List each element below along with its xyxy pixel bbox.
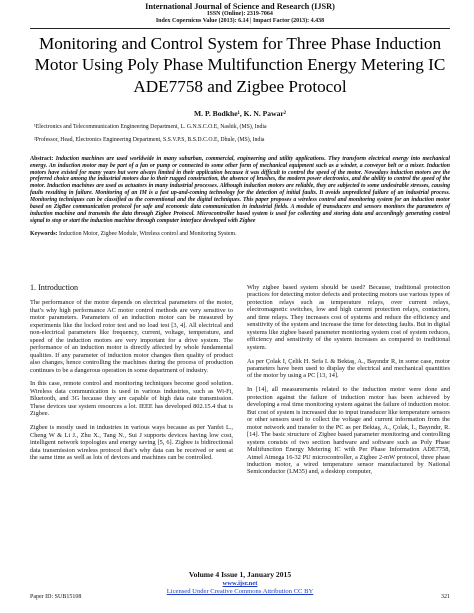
left-column [30, 284, 233, 468]
paragraph: In [14], all measurements related to the induction motor were done and protection against the failure of induction motor has been achieved by developing a real time monitoring system against the failure of induction motor. But cost of system is increased due to input transducer like temperature sensors or other sensors used to collect the voltage and current information from the motor network and transfer to the PC as per Bektaş, A., Çolak, İ., Bayındır, R. [14]. The basic structure of Zigbee based parameter monitoring and controlling system consists of two section hardware and software such as Poly Phase Multifunction Energy Metering IC with Per Phase Information ADE7758, Atmel Atmega 16-32 PU microcontroller, a Zigbee 2-mW protocol, three phase induction motor, a wired temperature sensor manufactured by National Semiconductor (LM35) and, a desktop computer, [247, 386, 450, 476]
page-footer [30, 570, 450, 600]
paper-id: Paper ID: SUB15108 [30, 594, 82, 600]
license-link[interactable]: Licensed Under Creative Commons Attribution CC BY [166, 588, 314, 595]
volume-issue: Volume 4 Issue 1, January 2015 [188, 570, 292, 579]
affiliation-2: ²Professor, Head, Electronics Engineering Department, S.S.V.P.S, B.S.D.C.O.E, Dhule, (MS), India [34, 136, 265, 143]
journal-header [30, 0, 450, 29]
keywords-label: Keywords: [30, 230, 58, 237]
header-divider [30, 28, 450, 29]
paper-page [30, 0, 450, 613]
section-heading-introduction: 1. Introduction [30, 283, 79, 292]
paragraph: The performance of the motor depends on electrical parameters of the motor, that’s why high performance AC motor control methods are very sensitive to motor parameters. Parameters of an induction motor can be measured by experiments like the locked rotor test and no load test [3, 4]. All electrical and non-electrical parameters like frequency, current, voltage, temperature, and speed of the induction motors are very important for a drive system. The performance of an induction motor is directly affected by whole fundamental qualities. If any parameter of induction motor changes then quality of product also changes, hence controlling the machines during the process of production continues to be a dangerous operation in some department of industry. [30, 299, 233, 374]
abstract-text: Induction machines are used worldwide in many suburban, commercial, engineering and utility applications. They transform electrical energy into mechanical energy. An induction motor may be part of a fan or pump or connected to some other form of mechanical equipment such as a winder, a conveyor belt or a mixer. Induction motors have existed for many years but were always limited in their application because it was difficult to control the speed of the motor. Nowadays induction motors are the preferred choice among the industrial motors due to their rugged construction, the absence of brushes, the modern power electronics, and the ability to control the speed of the motor. Induction machines are used as actuators in many industrial processes. Although induction motors are reliable, they are subjected to some undesirable stresses, causing faults resulting in failure. Monitoring of an IM is a fast up-and-coming technology for the detection of initial faults. It avoids unpredicted failure of an industrial process. Monitoring techniques can be classified as the conventional and the digital techniques. This paper proposes a wireless control and monitoring system for an induction motor based on ZigBee communication protocol for safe and economic data communication in industrial fields. A module of transducers and sensors monitors the parameters of induction machine and transmits the data through Zigbee Protocol. Microcontroller based system is used for collecting and storing data and accordingly generating control signal to stop or start the induction machine through computer interface developed with Zigbee [30, 155, 451, 224]
paragraph: Zigbee is mostly used in industries in various ways because as per Yanfei L., Cheng W & Li J., Zhu X., Tang N., Sui J supports devices having low cost, intelligent network topologies and energy saving [5, 6]. Zigbee is bidirectional data transmission wireless protocol that’s why data can be received or sent at the same time as well as lots of devices and machines can be controlled. [30, 424, 233, 462]
keywords [30, 231, 450, 237]
affiliation-1: ¹Electronics and Telecommunication Engineering Department, L. G.N.S.C.O.E, Nashik, (MS), India [34, 123, 267, 130]
paragraph: Why zigbee based system should be used? Because, traditional protection practices for detecting motor defects and protecting motors use various types of protection relays such as temperature relays, over current relays, electromagnetic switches, low and high current protection relays, contactors, and time relays. They increases cost of systems and reduce the efficiency and sensitivity of the system and increase the time for detecting faults. But in digital systems like zigbee based parameter monitoring system cost of system reduces, efficiency and sensitivity of the system increases as compared to traditional system. [247, 284, 450, 351]
paper-authors: M. P. Bodkhe¹, K. N. Pawar² [193, 108, 287, 118]
paper-title: Monitoring and Control System for Three Phase Induction Motor Using Poly Phase Multifunction Energy Metering IC ADE7758 and Zigbee Protocol [34, 33, 446, 96]
page-number: 321 [441, 594, 450, 600]
keywords-text: Induction Motor, Zigbee Module, Wireless control and Monitoring System. [58, 230, 237, 237]
paragraph: In this case, remote control and monitoring techniques become good solution. Wireless data communication is used in various industries, such as Wi-Fi, Bluetooth, and 3G because they are capable of high data rate transmission. These devices use system resources a lot. IEEE has developed 802.15.4 that is Zigbee. [30, 380, 233, 418]
journal-index-values: Index Copernicus Value (2013): 6.14 | Impact Factor (2013): 4.438 [155, 18, 325, 24]
journal-name: International Journal of Science and Research (IJSR) [145, 2, 335, 11]
right-column [247, 284, 450, 482]
abstract [30, 156, 450, 225]
body-columns [30, 284, 450, 574]
journal-issn: ISSN (Online): 2319-7064 [207, 11, 273, 18]
abstract-label: Abstract: [30, 155, 54, 162]
journal-link[interactable]: www.ijsr.net [222, 580, 258, 587]
paragraph: As per Çolak I, Çelik H. Sefa I. & Bektaş, A., Bayındır R, in some case, motor parameters have been used to display the electrical and mechanical quantities of the motor by using a PC [13, 14]. [247, 357, 450, 380]
